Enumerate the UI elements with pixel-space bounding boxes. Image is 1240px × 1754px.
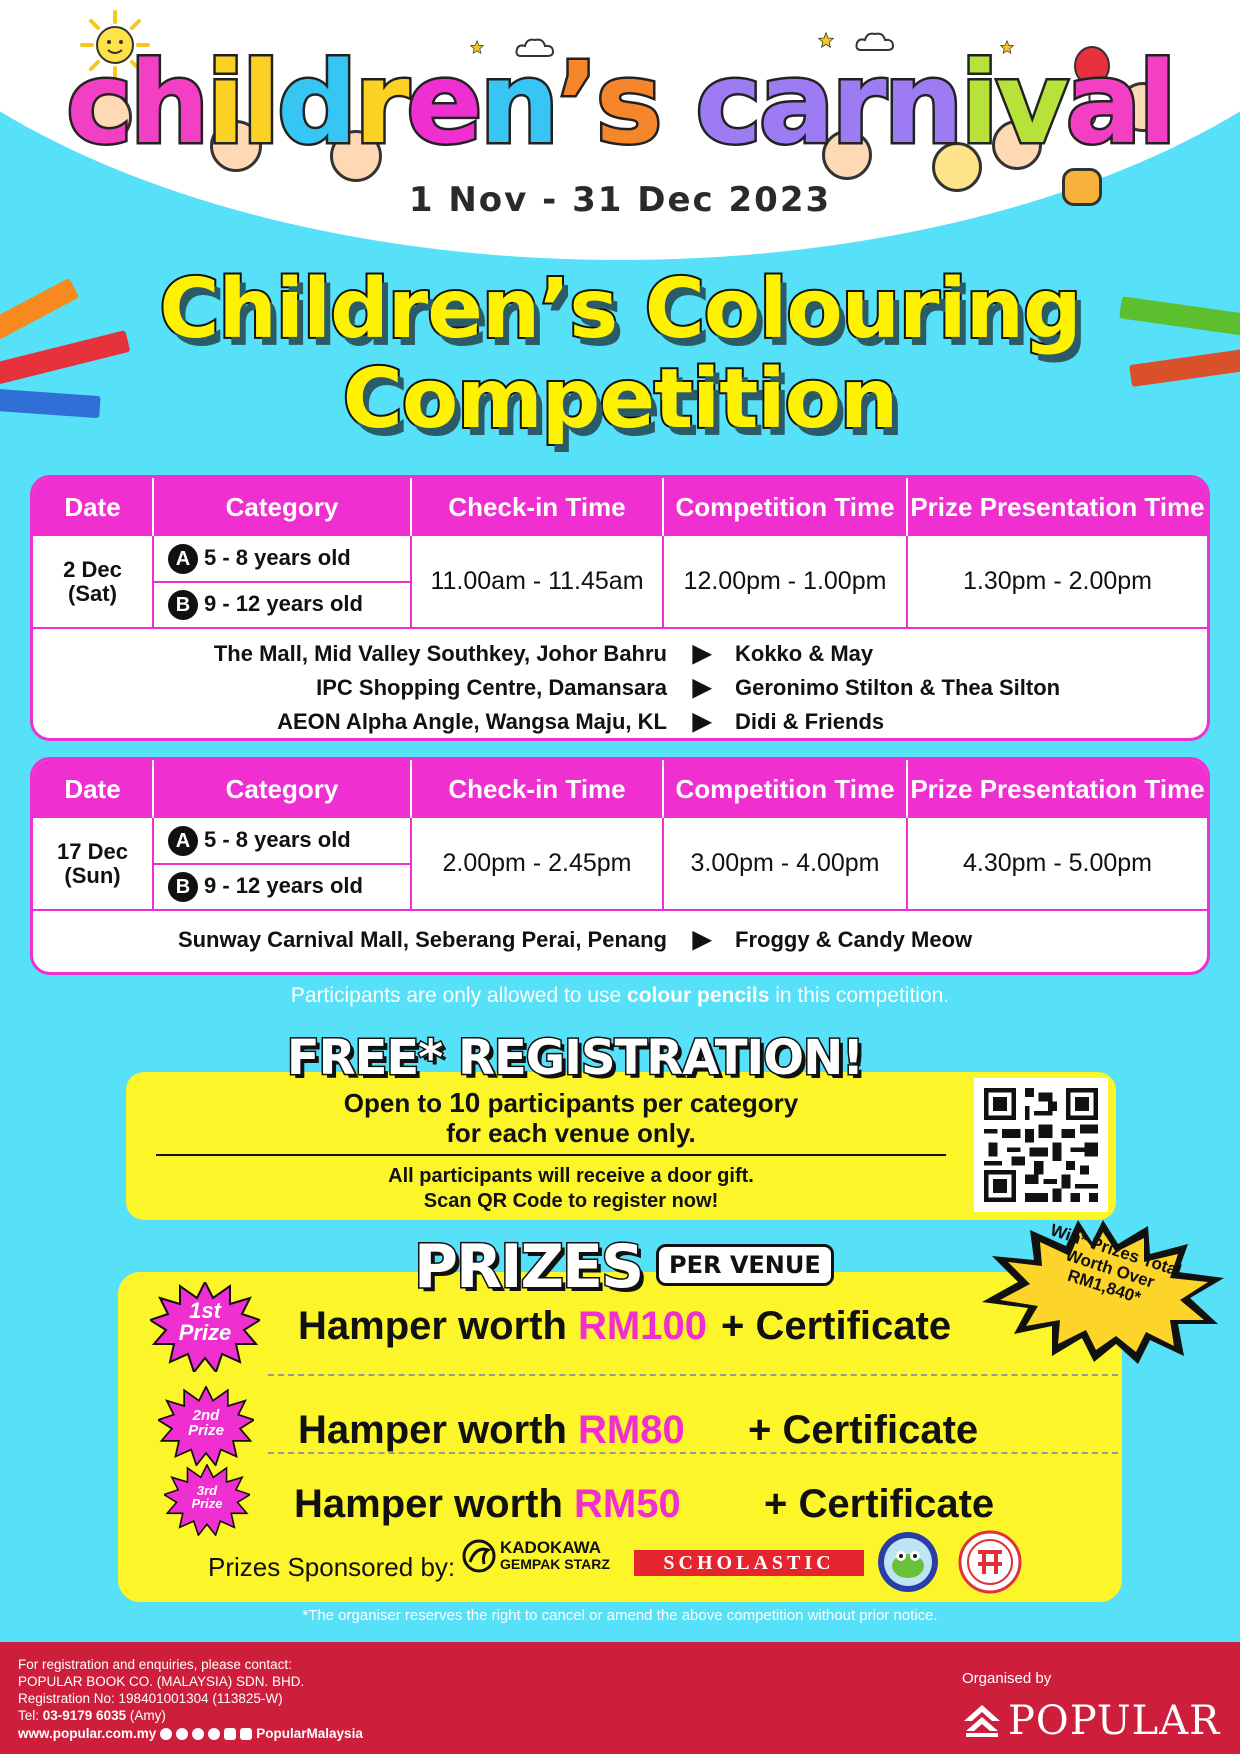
first-prize-badge-label: 1st Prize — [178, 1298, 232, 1345]
footer — [0, 1642, 1240, 1754]
play-arrow-icon: ▶ — [692, 674, 712, 701]
prize-time: 1.30pm - 2.00pm — [907, 536, 1207, 628]
second-prize-badge-label: 2nd Prize — [188, 1407, 224, 1439]
carnival-title — [0, 39, 1240, 169]
carnival-title-letters: il — [206, 39, 278, 169]
header-competition: Competition Time — [663, 760, 907, 818]
carnival-title-letters — [659, 39, 695, 169]
youtube-icon[interactable] — [240, 1728, 252, 1740]
header-prize: Prize Presentation Time — [907, 478, 1207, 536]
second-prize-row: Hamper worth RM80 + Certificate — [298, 1408, 979, 1452]
category-a: A 5 - 8 years old — [153, 818, 411, 864]
prize-time: 4.30pm - 5.00pm — [907, 818, 1207, 910]
carnival-title-letters: ch — [66, 39, 207, 169]
first-prize-row: Hamper worth RM100 + Certificate — [298, 1304, 952, 1348]
free-registration-heading: FREE* REGISTRATION! — [286, 1030, 864, 1086]
category-b: B 9 - 12 years old — [153, 864, 411, 910]
dragon-logo-icon — [462, 1538, 496, 1574]
tiktok-icon[interactable] — [192, 1728, 204, 1740]
header-date: Date — [33, 478, 153, 536]
prizes-box — [118, 1272, 1122, 1602]
kadokawa-logo: KADOKAWA GEMPAK STARZ — [462, 1538, 610, 1574]
carnival-title-letters: a — [758, 39, 832, 169]
venue-list — [33, 911, 1207, 965]
header-prize: Prize Presentation Time — [907, 760, 1207, 818]
popular-logo: POPULAR — [962, 1698, 1220, 1744]
header-category: Category — [153, 760, 411, 818]
pencil-rule-note: Participants are only allowed to use colour pencils in this competition. — [290, 984, 950, 1007]
scholastic-logo: SCHOLASTIC — [634, 1550, 864, 1576]
publishing-house-logo-icon — [958, 1530, 1022, 1594]
contact-info: For registration and enquiries, please contact: POPULAR BOOK CO. (MALAYSIA) SDN. BHD. Registration No: 198401001304 (113825-W) Tel: 03-9179 6035 (Amy) — [18, 1657, 305, 1723]
carnival-title-letters: r — [354, 39, 407, 169]
header-competition: Competition Time — [663, 478, 907, 536]
venue-row: AEON Alpha Angle, Wangsa Maju, KL ▶ Didi & Friends — [33, 705, 1207, 739]
registration-box — [126, 1072, 1116, 1220]
venue-row: IPC Shopping Centre, Damansara ▶ Geronimo Stilton & Thea Silton — [33, 671, 1207, 705]
social-handle: PopularMalaysia — [256, 1726, 363, 1741]
venue-row: Sunway Carnival Mall, Seberang Perai, Penang ▶ Froggy & Candy Meow — [33, 923, 1207, 957]
divider — [156, 1154, 946, 1156]
divider — [268, 1374, 1118, 1376]
total-worth-text: Win* Prizes Total Worth Over RM1,840* — [1048, 1220, 1184, 1308]
checkin-time: 2.00pm - 2.45pm — [411, 818, 663, 910]
schedule-table-dec-17 — [30, 757, 1210, 975]
carnival-title-letters: ’s — [556, 39, 660, 169]
registration-info: All participants will receive a door gift. Scan QR Code to register now! — [388, 1165, 754, 1212]
facebook-icon[interactable] — [160, 1728, 172, 1740]
x-icon[interactable] — [208, 1728, 220, 1740]
carnival-title-letters: c — [695, 39, 759, 169]
play-arrow-icon: ▶ — [692, 708, 712, 735]
qr-code-icon[interactable] — [974, 1078, 1108, 1212]
category-b: B 9 - 12 years old — [153, 582, 411, 628]
disclaimer: *The organiser reserves the right to cancel or amend the above competition without prior notice. — [302, 1607, 938, 1624]
registration-capacity: Open to 10 participants per category for each venue only. — [343, 1087, 799, 1148]
competition-time: 3.00pm - 4.00pm — [663, 818, 907, 910]
badge-b: B — [168, 872, 198, 902]
carnival-title-letters: iv — [960, 39, 1066, 169]
date-cell: 17 Dec (Sun) — [33, 818, 153, 910]
sponsor-label: Prizes Sponsored by: — [208, 1552, 456, 1582]
carnival-title-letters: d — [277, 39, 355, 169]
popular-logo-icon — [962, 1703, 1002, 1739]
third-prize-badge-label: 3rd Prize — [191, 1483, 223, 1511]
prizes-heading: PRIZES — [414, 1232, 643, 1302]
category-a: A 5 - 8 years old — [153, 536, 411, 582]
frog-publisher-logo-icon — [876, 1530, 940, 1594]
schedule-table-dec-2 — [30, 475, 1210, 741]
competition-time: 12.00pm - 1.00pm — [663, 536, 907, 628]
competition-title-line1: Children’s Colouring — [159, 262, 1081, 357]
header-checkin: Check-in Time — [411, 760, 663, 818]
play-arrow-icon: ▶ — [692, 640, 712, 667]
badge-a: A — [168, 544, 198, 574]
checkin-time: 11.00am - 11.45am — [411, 536, 663, 628]
competition-title-line2: Competition — [342, 352, 898, 447]
carnival-title-letters: rn — [831, 39, 961, 169]
header-checkin: Check-in Time — [411, 478, 663, 536]
date-cell: 2 Dec (Sat) — [33, 536, 153, 628]
badge-b: B — [168, 590, 198, 620]
venue-row: The Mall, Mid Valley Southkey, Johor Bahru ▶ Kokko & May — [33, 637, 1207, 671]
carnival-title-letters: e — [406, 39, 480, 169]
organised-by-label: Organised by — [962, 1670, 1052, 1687]
third-prize-row: Hamper worth RM50 + Certificate — [294, 1482, 995, 1526]
header-category: Category — [153, 478, 411, 536]
website-link[interactable]: www.popular.com.my — [18, 1726, 157, 1741]
carnival-dates: 1 Nov - 31 Dec 2023 — [408, 180, 832, 220]
xiaohongshu-icon[interactable] — [224, 1728, 236, 1740]
badge-a: A — [168, 826, 198, 856]
social-row — [18, 1726, 363, 1741]
play-arrow-icon: ▶ — [692, 926, 712, 953]
header-date: Date — [33, 760, 153, 818]
venue-list — [33, 629, 1207, 741]
carnival-title-letters: al — [1065, 39, 1174, 169]
divider — [268, 1452, 1118, 1454]
instagram-icon[interactable] — [176, 1728, 188, 1740]
carnival-title-letters: n — [479, 39, 557, 169]
per-venue-tag: PER VENUE — [656, 1244, 834, 1286]
